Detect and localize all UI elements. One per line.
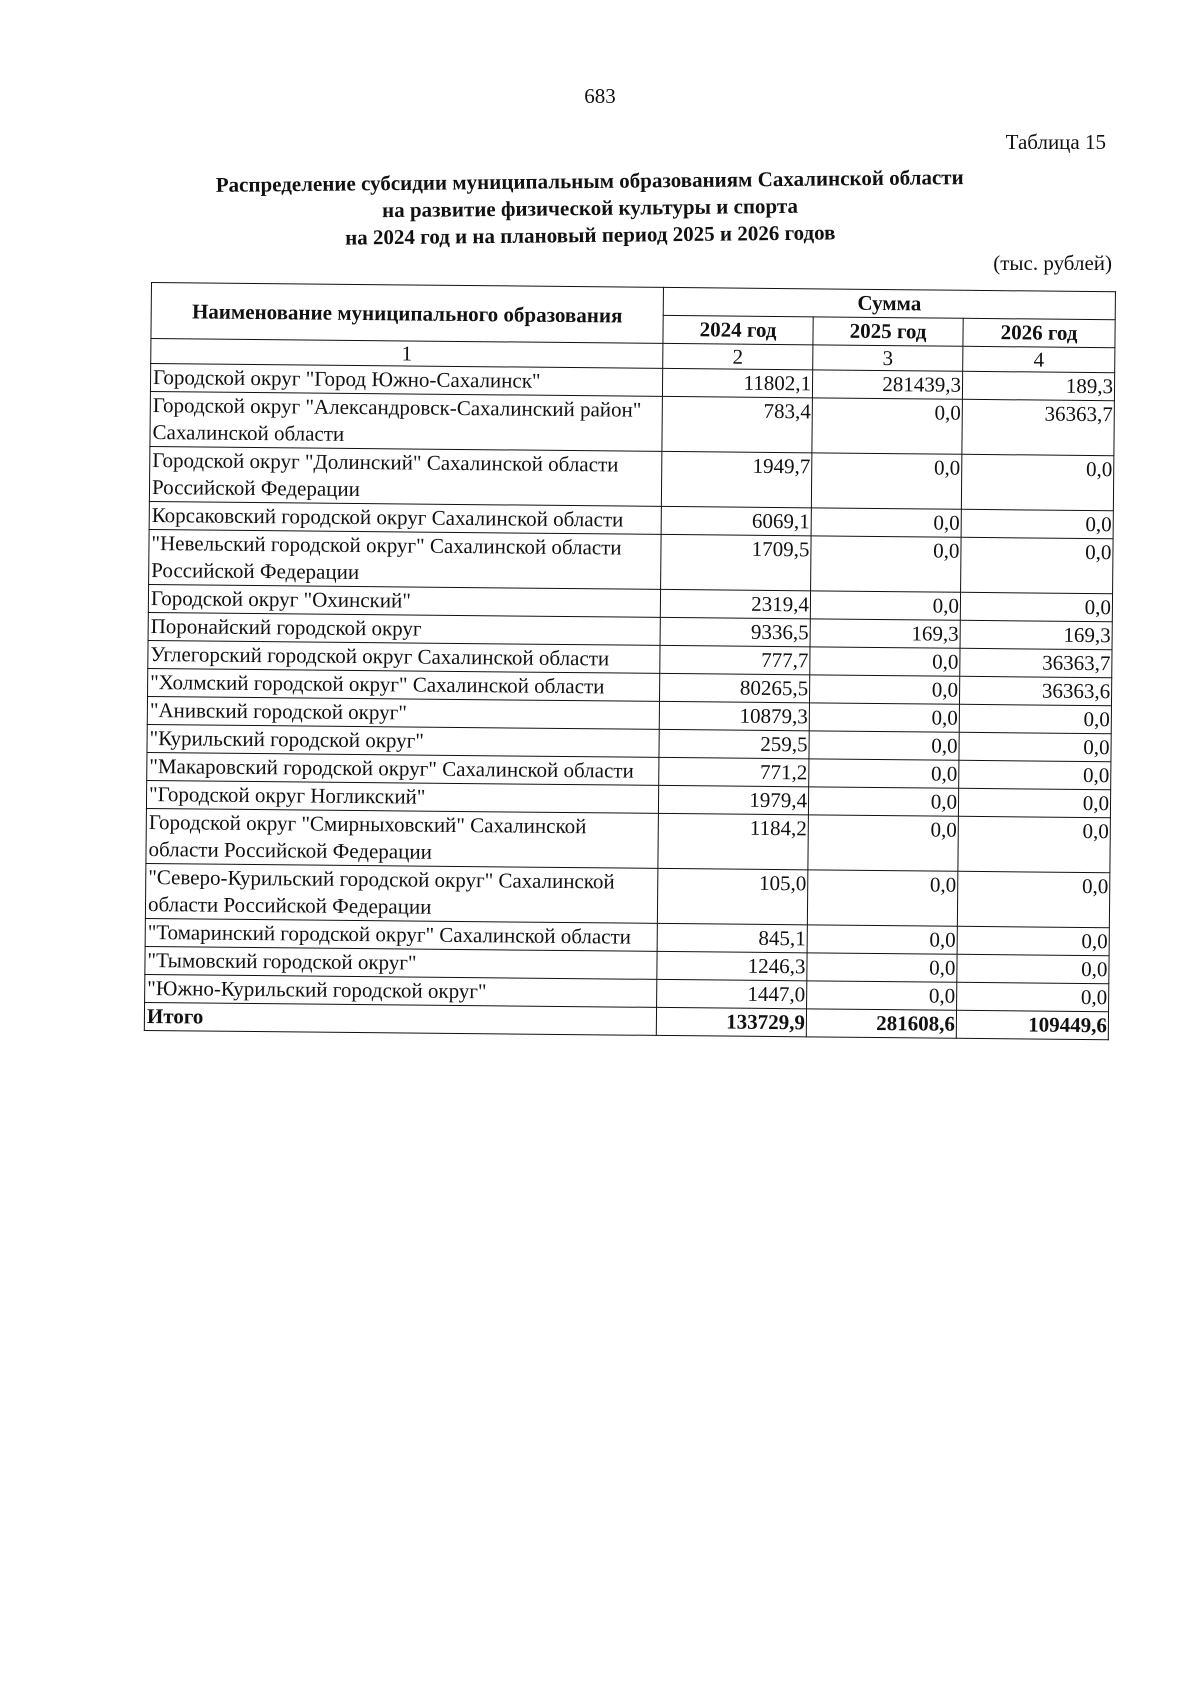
- value-2024: 1709,5: [661, 534, 812, 590]
- value-2026: 0,0: [959, 732, 1111, 761]
- table-label: Таблица 15: [1005, 130, 1106, 154]
- table-row: [146, 808, 1111, 872]
- municipality-name: "Курильский городской округ": [147, 724, 659, 757]
- value-2024: 80265,5: [659, 673, 809, 702]
- title-line-3: на 2024 год и на плановый период 2025 и 2026 годов: [345, 220, 836, 250]
- units-label: (тыс. рублей): [993, 251, 1112, 275]
- table-body: [144, 364, 1114, 1040]
- value-2026: 0,0: [957, 954, 1109, 983]
- value-2026: 36363,7: [960, 648, 1112, 677]
- value-2024: 10879,3: [659, 701, 809, 730]
- municipality-name: "Макаровский городской округ" Сахалинской области: [147, 752, 659, 785]
- value-2025: 0,0: [811, 453, 962, 509]
- municipality-name: "Южно-Курильский городской округ": [145, 974, 657, 1007]
- municipality-name: Городской округ "Смирныховский" Сахалинской области Российской Федерации: [146, 808, 659, 868]
- value-2025: 0,0: [812, 398, 963, 454]
- value-2025: 0,0: [808, 815, 959, 871]
- value-2024: 1447,0: [657, 979, 807, 1008]
- municipality-name: Поронайский городской округ: [148, 612, 660, 645]
- total-2024: 133729,9: [656, 1007, 806, 1036]
- municipality-name: Корсаковский городской округ Сахалинской области: [149, 501, 661, 534]
- value-2025: 0,0: [808, 787, 958, 816]
- municipality-name: "Городской округ Ногликский": [146, 780, 658, 813]
- value-2024: 1949,7: [661, 451, 812, 507]
- table-row: [149, 446, 1114, 510]
- column-number: 3: [813, 345, 963, 371]
- municipality-name: Городской округ "Александровск-Сахалинский район" Сахалинской области: [150, 391, 663, 451]
- value-2024: 783,4: [662, 396, 813, 452]
- table-row: [145, 863, 1110, 927]
- header-name: Наименование муниципального образования: [151, 283, 664, 344]
- title-line-2: на развитие физической культуры и спорта: [381, 193, 799, 223]
- page-number: 683: [584, 84, 616, 108]
- municipality-name: "Невельский городской округ" Сахалинской области Российской Федерации: [149, 529, 662, 589]
- header-sum: Сумма: [663, 287, 1115, 319]
- municipality-name: "Анивский городской округ": [147, 696, 659, 729]
- value-2024: 1184,2: [658, 813, 809, 869]
- document-title: [150, 163, 1031, 253]
- value-2025: 0,0: [809, 675, 959, 704]
- municipality-name: Углегорский городской округ Сахалинской области: [148, 640, 660, 673]
- value-2026: 189,3: [962, 371, 1114, 400]
- value-2024: 845,1: [657, 923, 807, 952]
- value-2026: 0,0: [961, 537, 1114, 593]
- municipality-name: Городской округ "Охинский": [148, 584, 660, 617]
- value-2025: 281439,3: [812, 370, 962, 399]
- municipality-name: Городской округ "Долинский" Сахалинской области Российской Федерации: [149, 446, 662, 506]
- value-2026: 0,0: [961, 509, 1113, 538]
- value-2025: 0,0: [810, 647, 960, 676]
- value-2024: 9336,5: [660, 617, 810, 646]
- value-2026: 0,0: [957, 926, 1109, 955]
- value-2026: 0,0: [959, 704, 1111, 733]
- value-2024: 771,2: [659, 757, 809, 786]
- value-2025: 169,3: [810, 619, 960, 648]
- value-2026: 0,0: [959, 760, 1111, 789]
- value-2025: 0,0: [807, 870, 958, 926]
- value-2025: 0,0: [807, 981, 957, 1010]
- column-number: 1: [151, 339, 663, 369]
- title-line-1: Распределение субсидии муниципальным образованиям Сахалинской области: [215, 165, 964, 197]
- value-2026: 0,0: [960, 592, 1112, 621]
- total-2025: 281608,6: [806, 1009, 956, 1038]
- value-2026: 0,0: [961, 454, 1114, 510]
- value-2024: 11802,1: [662, 368, 812, 397]
- total-label: Итого: [144, 1002, 656, 1035]
- value-2024: 6069,1: [661, 506, 811, 535]
- municipality-name: "Томаринский городской округ" Сахалинской области: [145, 918, 657, 951]
- value-2025: 0,0: [807, 953, 957, 982]
- value-2025: 0,0: [811, 508, 961, 537]
- value-2025: 0,0: [809, 731, 959, 760]
- value-2026: 36363,6: [959, 676, 1111, 705]
- header-2026: 2026 год: [963, 318, 1115, 347]
- value-2024: 777,7: [660, 645, 810, 674]
- header-2025: 2025 год: [813, 317, 963, 346]
- total-2026: 109449,6: [956, 1010, 1108, 1039]
- value-2026: 0,0: [958, 816, 1111, 872]
- municipality-name: "Тымовский городской округ": [145, 946, 657, 979]
- table-row: [150, 391, 1115, 455]
- table-header-row: [151, 283, 1115, 320]
- value-2025: 0,0: [810, 591, 960, 620]
- value-2024: 259,5: [659, 729, 809, 758]
- municipality-name: Городской округ "Город Южно-Сахалинск": [150, 364, 662, 397]
- value-2025: 0,0: [811, 536, 962, 592]
- value-2024: 105,0: [657, 868, 808, 924]
- column-number: 2: [663, 343, 813, 369]
- value-2024: 2319,4: [660, 589, 810, 618]
- header-2024: 2024 год: [663, 315, 813, 344]
- subsidy-table-wrapper: [144, 282, 1115, 1040]
- table-row: [149, 529, 1114, 593]
- value-2024: 1246,3: [657, 951, 807, 980]
- subsidy-table: [144, 282, 1116, 1040]
- value-2026: 0,0: [958, 788, 1110, 817]
- value-2025: 0,0: [807, 925, 957, 954]
- value-2024: 1979,4: [658, 785, 808, 814]
- column-number: 4: [963, 346, 1115, 372]
- value-2026: 0,0: [957, 871, 1110, 927]
- value-2026: 36363,7: [962, 399, 1115, 455]
- value-2025: 0,0: [809, 703, 959, 732]
- value-2026: 169,3: [960, 620, 1112, 649]
- municipality-name: "Холмский городской округ" Сахалинской области: [148, 668, 660, 701]
- value-2025: 0,0: [809, 759, 959, 788]
- municipality-name: "Северо-Курильский городской округ" Сахалинской области Российской Федерации: [145, 863, 658, 923]
- value-2026: 0,0: [957, 982, 1109, 1011]
